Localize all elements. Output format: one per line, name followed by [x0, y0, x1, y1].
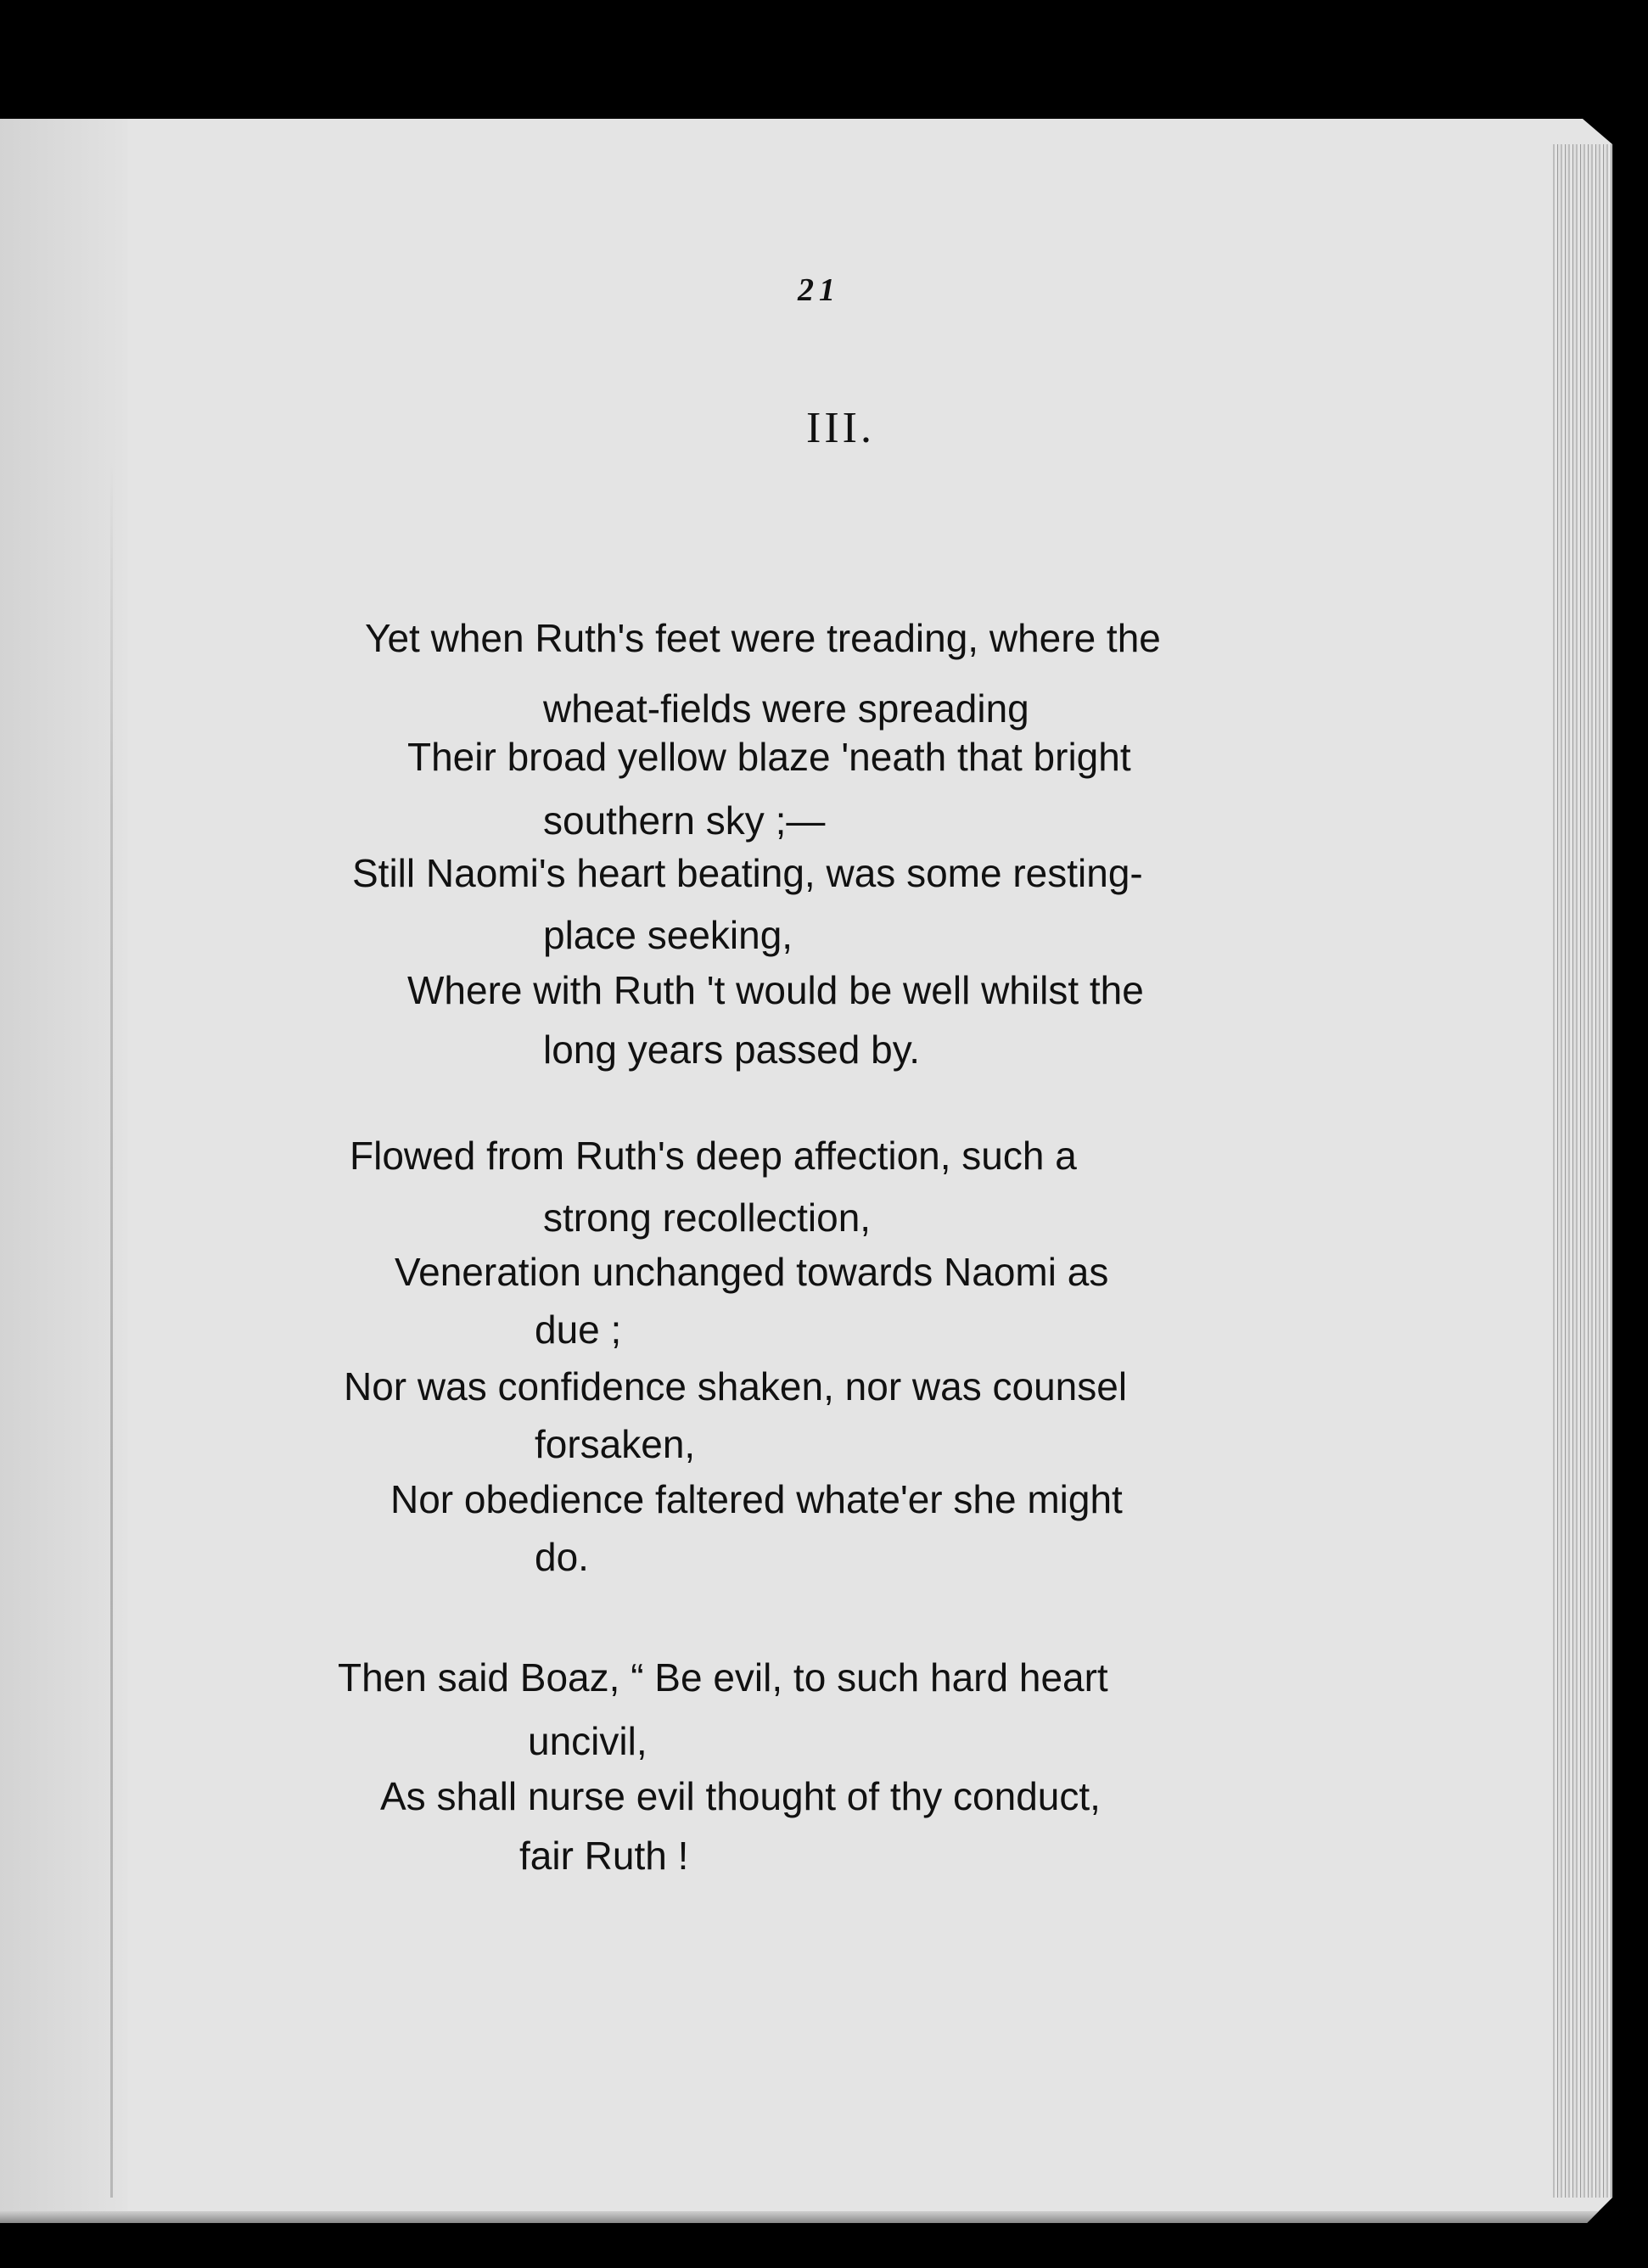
verse-line: Veneration unchanged towards Naomi as — [395, 1250, 1109, 1294]
page-number: 21 — [798, 272, 840, 308]
verse-line: southern sky ;— — [543, 798, 826, 843]
verse-line: Then said Boaz, “ Be evil, to such hard heart — [338, 1655, 1108, 1700]
verse-line: Nor obedience faltered whate'er she might — [390, 1477, 1123, 1521]
verse-line: wheat-fields were spreading — [543, 686, 1029, 731]
verse-line: due ; — [535, 1308, 622, 1352]
verse-line: strong recollection, — [543, 1196, 872, 1240]
verse-line: uncivil, — [528, 1719, 647, 1763]
gutter-shadow — [110, 458, 113, 2198]
page-gutter — [0, 119, 127, 2223]
page-edge — [1553, 144, 1612, 2198]
verse-line: Still Naomi's heart beating, was some resting- — [352, 851, 1143, 895]
verse-line: forsaken, — [535, 1422, 696, 1466]
page-bottom-edge — [0, 2211, 1612, 2223]
verse-line: long years passed by. — [543, 1028, 921, 1072]
verse-line: Their broad yellow blaze 'neath that bright — [407, 735, 1131, 779]
verse-line: fair Ruth ! — [519, 1834, 689, 1878]
verse-line: As shall nurse evil thought of thy conduct, — [380, 1774, 1101, 1818]
verse-line: Where with Ruth 't would be well whilst the — [407, 968, 1144, 1012]
section-heading: III. — [806, 404, 875, 452]
verse-line: Yet when Ruth's feet were treading, where the — [365, 616, 1161, 660]
verse-line: do. — [535, 1535, 589, 1579]
verse-line: Nor was confidence shaken, nor was counsel — [344, 1364, 1128, 1408]
verse-line: Flowed from Ruth's deep affection, such a — [350, 1134, 1077, 1178]
verse-line: place seeking, — [543, 913, 793, 957]
